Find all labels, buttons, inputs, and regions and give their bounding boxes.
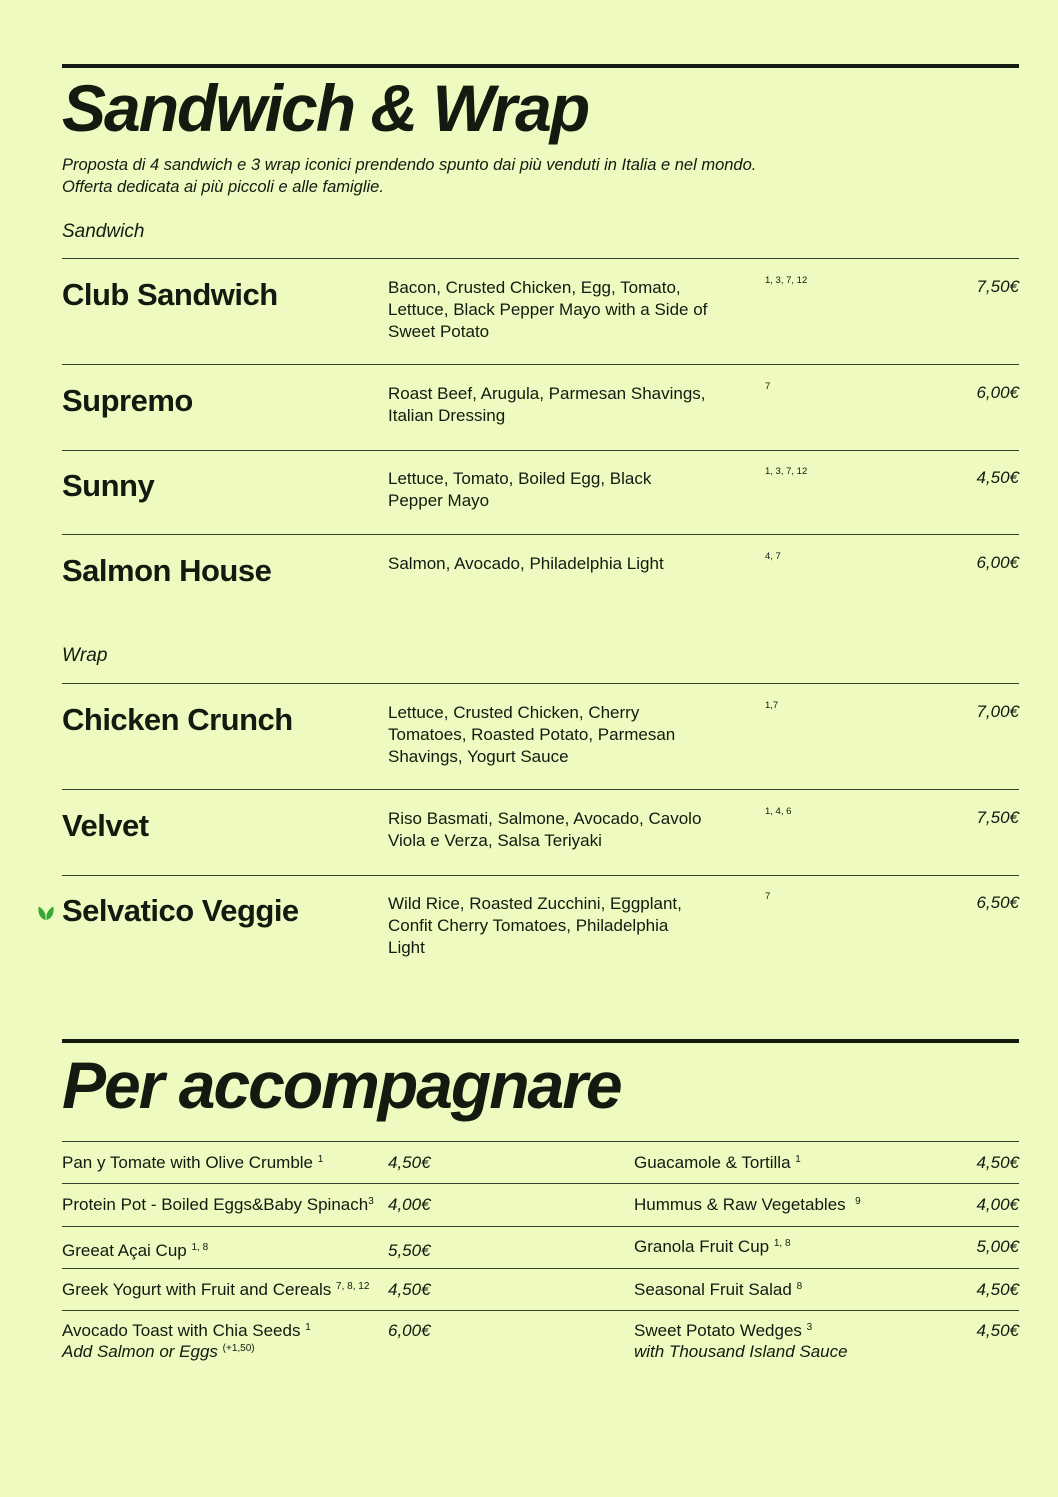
side-item-price: 5,50€ — [388, 1241, 431, 1260]
side-item-name: Guacamole & Tortilla $^1$ — [634, 1153, 801, 1172]
side-item-name: Granola Fruit Cup $^{1, 8}$ — [634, 1237, 791, 1256]
vegetarian-leaf-icon — [35, 901, 57, 923]
side-item-name: Sweet Potato Wedges $^3$ with Thousand Island Sauce — [634, 1321, 848, 1361]
item-name: Club Sandwich — [62, 277, 278, 312]
side-item-name: Seasonal Fruit Salad $^8$ — [634, 1280, 803, 1299]
side-item-allergens: 3 — [368, 1196, 374, 1207]
side-item-allergens: 1, 8 — [191, 1242, 209, 1253]
divider — [62, 534, 1019, 535]
side-item-allergens: 8 — [796, 1281, 803, 1292]
item-name: Salmon House — [62, 553, 272, 588]
side-item-allergens: 3 — [806, 1322, 813, 1333]
item-name: Selvatico Veggie — [62, 893, 299, 928]
item-allergens: 4, 7 — [765, 551, 781, 562]
divider — [62, 1183, 1019, 1184]
item-allergens: 1, 4, 6 — [765, 806, 792, 817]
divider — [62, 875, 1019, 876]
divider — [62, 1310, 1019, 1311]
item-allergens: 1, 3, 7, 12 — [765, 466, 808, 477]
item-price: 7,50€ — [976, 808, 1019, 827]
side-item-price: 6,00€ — [388, 1321, 431, 1340]
section-title-per-accompagnare: Per accompagnare — [62, 1048, 621, 1122]
item-price: 6,00€ — [976, 553, 1019, 572]
side-item-name: Pan y Tomate with Olive Crumble $^1$ — [62, 1153, 324, 1172]
item-description: Wild Rice, Roasted Zucchini, Eggplant, Confit Cherry Tomatoes, Philadelphia Light — [388, 894, 682, 957]
divider — [62, 1141, 1019, 1142]
intro-line-2: Offerta dedicata ai più piccoli e alle famiglie. — [62, 178, 384, 196]
side-item-price: 4,50€ — [976, 1280, 1019, 1299]
side-item-price: 4,50€ — [388, 1153, 431, 1172]
divider — [62, 450, 1019, 451]
side-item-extra: Add Salmon or Eggs $^{(+1,50)}$ — [62, 1342, 255, 1361]
side-item-price: 4,50€ — [976, 1321, 1019, 1340]
item-allergens: 1,7 — [765, 700, 779, 711]
item-description: Roast Beef, Arugula, Parmesan Shavings, Italian Dressing — [388, 384, 706, 425]
subhead-sandwich: Sandwich — [62, 221, 145, 242]
divider — [62, 683, 1019, 684]
item-description: Lettuce, Tomato, Boiled Egg, Black Pepper Mayo — [388, 469, 652, 510]
item-price: 7,00€ — [976, 702, 1019, 721]
side-item-extra: with Thousand Island Sauce — [634, 1342, 848, 1361]
item-name: Chicken Crunch — [62, 702, 293, 737]
side-item-price: 4,50€ — [976, 1153, 1019, 1172]
item-price: 6,50€ — [976, 893, 1019, 912]
side-item-price: 4,50€ — [388, 1280, 431, 1299]
item-name: Sunny — [62, 468, 155, 503]
side-item-name: Greek Yogurt with Fruit and Cereals $^{7, 8, 12}$ — [62, 1280, 370, 1299]
item-description: Salmon, Avocado, Philadelphia Light — [388, 554, 664, 573]
item-price: 7,50€ — [976, 277, 1019, 296]
divider — [62, 789, 1019, 790]
side-item-name: Avocado Toast with Chia Seeds $^1$ Add Salmon or Eggs $^{(+1,50)}$ — [62, 1321, 311, 1361]
side-item-price: 5,00€ — [976, 1237, 1019, 1256]
side-item-allergens: 7, 8, 12 — [336, 1281, 370, 1292]
divider — [62, 1226, 1019, 1227]
section-title-sandwich-wrap: Sandwich & Wrap — [62, 71, 589, 145]
subhead-wrap: Wrap — [62, 645, 108, 666]
section-intro — [62, 154, 756, 198]
side-item-name: Protein Pot - Boiled Eggs&Baby Spinach$^3$ — [62, 1195, 374, 1214]
side-item-allergens: 1, 8 — [773, 1238, 791, 1249]
side-item-allergens: 9 — [855, 1196, 861, 1207]
side-item-allergens: 1 — [795, 1154, 801, 1165]
item-name: Velvet — [62, 808, 149, 843]
divider — [62, 364, 1019, 365]
side-item-name: Hummus & Raw Vegetables $^9$ — [634, 1195, 861, 1214]
item-allergens: 7 — [765, 891, 771, 902]
side-item-allergens: 1 — [317, 1154, 324, 1165]
side-item-allergens: 1 — [305, 1322, 311, 1333]
intro-line-1: Proposta di 4 sandwich e 3 wrap iconici prendendo spunto dai più venduti in Italia e nel mondo. — [62, 156, 757, 174]
item-allergens: 1, 3, 7, 12 — [765, 275, 808, 286]
section-top-rule — [62, 1039, 1019, 1043]
side-item-name: Greeat Açai Cup $^{1, 8}$ — [62, 1241, 209, 1260]
item-description: Lettuce, Crusted Chicken, Cherry Tomatoes, Roasted Potato, Parmesan Shavings, Yogurt Sauce — [388, 703, 676, 766]
section-top-rule — [62, 64, 1019, 68]
side-item-price: 4,00€ — [388, 1195, 431, 1214]
side-item-extra-price: (+1,50) — [222, 1343, 255, 1354]
item-price: 6,00€ — [976, 383, 1019, 402]
item-allergens: 7 — [765, 381, 771, 392]
item-description: Bacon, Crusted Chicken, Egg, Tomato, Lettuce, Black Pepper Mayo with a Side of Sweet Potato — [388, 278, 708, 341]
side-item-price: 4,00€ — [976, 1195, 1019, 1214]
item-name: Supremo — [62, 383, 193, 418]
divider — [62, 1268, 1019, 1269]
item-price: 4,50€ — [976, 468, 1019, 487]
divider — [62, 258, 1019, 259]
item-description: Riso Basmati, Salmone, Avocado, Cavolo Viola e Verza, Salsa Teriyaki — [388, 809, 702, 850]
